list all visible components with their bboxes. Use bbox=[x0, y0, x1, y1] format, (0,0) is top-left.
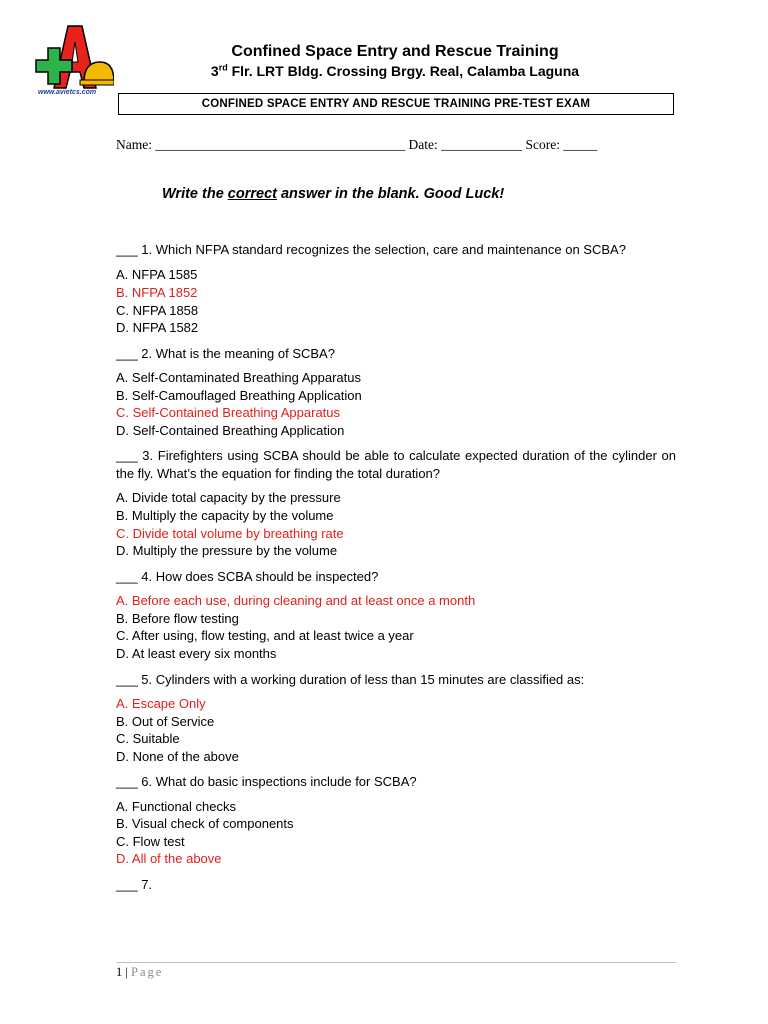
question-3-option-d: D. Multiply the pressure by the volume bbox=[116, 543, 338, 558]
page-footer: 1 | Page bbox=[116, 965, 164, 979]
question-1-option-a: A. NFPA 1585 bbox=[116, 267, 198, 282]
question-1-option-d: D. NFPA 1582 bbox=[116, 320, 199, 335]
question-3-option-c: C. Divide total volume by breathing rate bbox=[116, 526, 344, 541]
question-2-option-d: D. Self-Contained Breathing Application bbox=[116, 423, 345, 438]
question-3-option-b: B. Multiply the capacity by the volume bbox=[116, 508, 334, 523]
question-1: ___ 1. Which NFPA standard recognizes the selection, care and maintenance on SCBA? bbox=[116, 242, 626, 257]
question-3-option-a: A. Divide total capacity by the pressure bbox=[116, 490, 341, 505]
question-4-option-d: D. At least every six months bbox=[116, 646, 277, 661]
document-title: Confined Space Entry and Rescue Training bbox=[231, 43, 559, 60]
question-2-option-b: B. Self-Camouflaged Breathing Application bbox=[116, 388, 362, 403]
question-5-option-a: A. Escape Only bbox=[116, 696, 206, 711]
name-date-score-line: Name: _____________________________________ Date: ____________ Score: _____ bbox=[116, 137, 598, 152]
question-6: ___ 6. What do basic inspections include for SCBA? bbox=[116, 774, 417, 789]
question-1-option-b: B. NFPA 1852 bbox=[116, 285, 198, 300]
question-6-option-b: B. Visual check of components bbox=[116, 816, 294, 831]
question-4-option-a: A. Before each use, during cleaning and at least once a month bbox=[116, 593, 476, 608]
exam-title-box: CONFINED SPACE ENTRY AND RESCUE TRAINING PRE-TEST EXAM bbox=[118, 93, 674, 115]
question-2-option-a: A. Self-Contaminated Breathing Apparatus bbox=[116, 370, 361, 385]
logo-url: www.avietcs.com bbox=[38, 89, 97, 96]
question-6-option-c: C. Flow test bbox=[116, 834, 185, 849]
question-4-option-b: B. Before flow testing bbox=[116, 611, 239, 626]
page-number: 1 bbox=[116, 965, 123, 979]
question-2-option-c: C. Self-Contained Breathing Apparatus bbox=[116, 405, 341, 420]
question-1-option-c: C. NFPA 1858 bbox=[116, 303, 199, 318]
question-5-option-d: D. None of the above bbox=[116, 749, 239, 764]
question-3: ___ 3. Firefighters using SCBA should be able to calculate expected duration of the cylinder on the fly. What’s the equation for finding the total duration? bbox=[116, 448, 676, 481]
question-5: ___ 5. Cylinders with a working duration of less than 15 minutes are classified as: bbox=[116, 672, 585, 687]
page-label: Page bbox=[131, 965, 164, 979]
question-5-option-b: B. Out of Service bbox=[116, 714, 215, 729]
question-6-option-d: D. All of the above bbox=[116, 851, 222, 866]
footer-divider bbox=[116, 962, 676, 963]
document-subtitle: 3rd Flr. LRT Bldg. Crossing Brgy. Real, Calamba Laguna bbox=[210, 62, 580, 79]
question-7: ___ 7. bbox=[116, 877, 153, 892]
question-6-option-a: A. Functional checks bbox=[116, 799, 236, 814]
question-4: ___ 4. How does SCBA should be inspected? bbox=[116, 569, 379, 584]
question-4-option-c: C. After using, flow testing, and at least twice a year bbox=[116, 628, 414, 643]
question-2: ___ 2. What is the meaning of SCBA? bbox=[116, 346, 335, 361]
question-5-option-c: C. Suitable bbox=[116, 731, 180, 746]
instructions: Write the correct answer in the blank. Good Luck! bbox=[162, 186, 505, 202]
